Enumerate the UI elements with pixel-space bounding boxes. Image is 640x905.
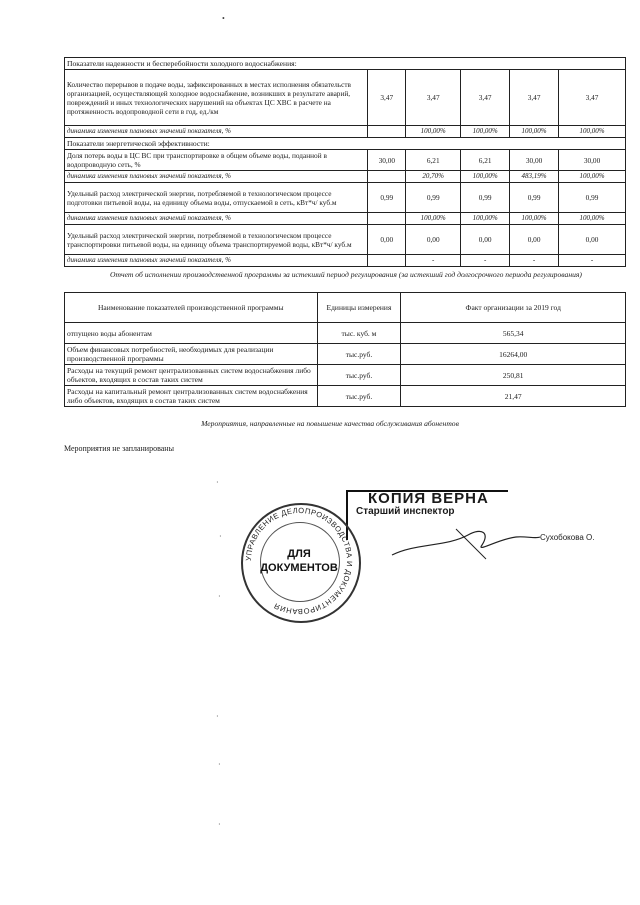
margin-mark: · [216,712,219,721]
dynamics-cell: 100,00% [461,126,510,138]
indicator-label: Количество перерывов в подаче воды, зафиксированных в местах исполнения обязательств организацией, осуществляющей холодное водоснабжение, возникших в результате аварий, повреждений и иных технологических нарушений на объектах ЦС ХВС в расчете на протяженность водопроводной сети в год, ед./км [65,70,368,126]
value-cell: 3,47 [406,70,461,126]
dynamics-cell: 20,70% [406,171,461,183]
indicator-label: Удельный расход электрической энергии, потребляемой в технологическом процессе подготовки питьевой воды, на единицу объема воды, отпускаемой в сеть, кВт*ч/ куб.м [65,183,368,213]
dynamics-row [65,171,626,183]
top-mark: • [222,14,225,23]
report-value: 16264,00 [401,344,626,365]
efficiency-header: Показатели энергетической эффективности: [65,138,626,150]
value-cell: 0,00 [368,225,406,255]
value-cell: 3,47 [368,70,406,126]
dynamics-cell: - [559,255,626,267]
dynamics-label: динамика изменения плановых значений показателя, % [65,255,368,267]
dynamics-cell [368,213,406,225]
value-cell: 0,00 [510,225,559,255]
signature-icon [386,515,546,565]
value-cell: 3,47 [461,70,510,126]
column-header: Факт организации за 2019 год [401,293,626,323]
indicator-label: Доля потерь воды в ЦС ВС при транспортировке в общем объеме воды, поданной в водопроводную сеть, % [65,150,368,171]
value-cell: 3,47 [559,70,626,126]
report-header-row [65,293,626,323]
seal-center-line1: ДЛЯ [287,548,311,560]
value-cell: 6,21 [461,150,510,171]
dynamics-cell: 483,19% [510,171,559,183]
report-table [64,292,626,407]
report-value: 250,81 [401,365,626,386]
dynamics-cell: - [461,255,510,267]
table-row [65,344,626,365]
indicators-table [64,57,626,267]
report-value: 21,47 [401,386,626,407]
report-name: Расходы на текущий ремонт централизованных систем водоснабжения либо объектов, входящих в состав таких систем [65,365,318,386]
margin-mark: · [218,760,221,769]
table-row [65,386,626,407]
value-cell: 3,47 [510,70,559,126]
value-cell: 30,00 [510,150,559,171]
dynamics-cell: 100,00% [461,213,510,225]
report-value: 565,34 [401,323,626,344]
svg-text:УПРАВЛЕНИЕ ДЕЛОПРОИЗВОДСТВА И [244,506,354,616]
value-cell: 0,00 [406,225,461,255]
dynamics-cell: 100,00% [406,126,461,138]
value-cell: 0,00 [461,225,510,255]
value-cell: 0,99 [559,183,626,213]
value-cell: 0,99 [461,183,510,213]
value-cell: 0,99 [368,183,406,213]
dynamics-cell [368,126,406,138]
reliability-header-row [65,58,626,70]
measures-heading: Мероприятия, направленные на повышение качества обслуживания абонентов [201,419,459,428]
report-name: отпущено воды абонентам [65,323,318,344]
ring-text: УПРАВЛЕНИЕ ДЕЛОПРОИЗВОДСТВА И ДОКУМЕНТИРОВАНИЯ [243,505,355,617]
dynamics-cell: 100,00% [406,213,461,225]
report-name: Объем финансовых потребностей, необходимых для реализации производственной программы [65,344,318,365]
table-row [65,225,626,255]
column-header: Единицы измерения [317,293,401,323]
signer-name: Сухобокова О. [540,533,595,542]
value-cell: 0,99 [406,183,461,213]
reliability-header: Показатели надежности и бесперебойности холодного водоснабжения: [65,58,626,70]
report-heading: Отчет об исполнении производственной программы за истекший период регулирования (за истекший год долгосрочного периода регулирования) [110,270,582,279]
report-unit: тыс. куб. м [317,323,401,344]
indicator-label: Удельный расход электрической энергии, потребляемой в технологическом процессе транспортировки питьевой воды, на единицу объема транспортируемой воды, кВт*ч/ куб.м [65,225,368,255]
table-row [65,150,626,171]
value-cell: 0,99 [510,183,559,213]
table-row [65,70,626,126]
dynamics-label: динамика изменения плановых значений показателя, % [65,126,368,138]
dynamics-cell: - [510,255,559,267]
report-name: Расходы на капитальный ремонт централизованных систем водоснабжения либо объектов, входящих в состав таких систем [65,386,318,407]
seal-ring-text [241,503,357,619]
dynamics-cell: 100,00% [510,213,559,225]
report-unit: тыс.руб. [317,386,401,407]
table-row [65,183,626,213]
table-row [65,365,626,386]
table-row [65,323,626,344]
dynamics-row [65,126,626,138]
margin-mark: · [219,532,222,541]
report-unit: тыс.руб. [317,344,401,365]
value-cell: 0,00 [559,225,626,255]
dynamics-label: динамика изменения плановых значений показателя, % [65,213,368,225]
dynamics-cell: 100,00% [559,126,626,138]
dynamics-cell: 100,00% [559,171,626,183]
dynamics-row [65,213,626,225]
dynamics-row [65,255,626,267]
dynamics-cell [368,171,406,183]
dynamics-cell: 100,00% [510,126,559,138]
margin-mark: · [218,820,221,829]
margin-mark: · [218,592,221,601]
inspector-title: Старший инспектор [356,506,455,517]
column-header: Наименование показателей производственной программы [65,293,318,323]
value-cell: 30,00 [559,150,626,171]
efficiency-header-row [65,138,626,150]
copy-word: КОПИЯ ВЕРНА [368,490,489,507]
dynamics-cell: 100,00% [559,213,626,225]
value-cell: 6,21 [406,150,461,171]
measures-text: Мероприятия не запланированы [64,444,174,453]
dynamics-label: динамика изменения плановых значений показателя, % [65,171,368,183]
seal-center-line2: ДОКУМЕНТОВ [260,562,338,574]
margin-mark: · [216,478,219,487]
dynamics-cell: 100,00% [461,171,510,183]
dynamics-cell [368,255,406,267]
dynamics-cell: - [406,255,461,267]
value-cell: 30,00 [368,150,406,171]
report-unit: тыс.руб. [317,365,401,386]
